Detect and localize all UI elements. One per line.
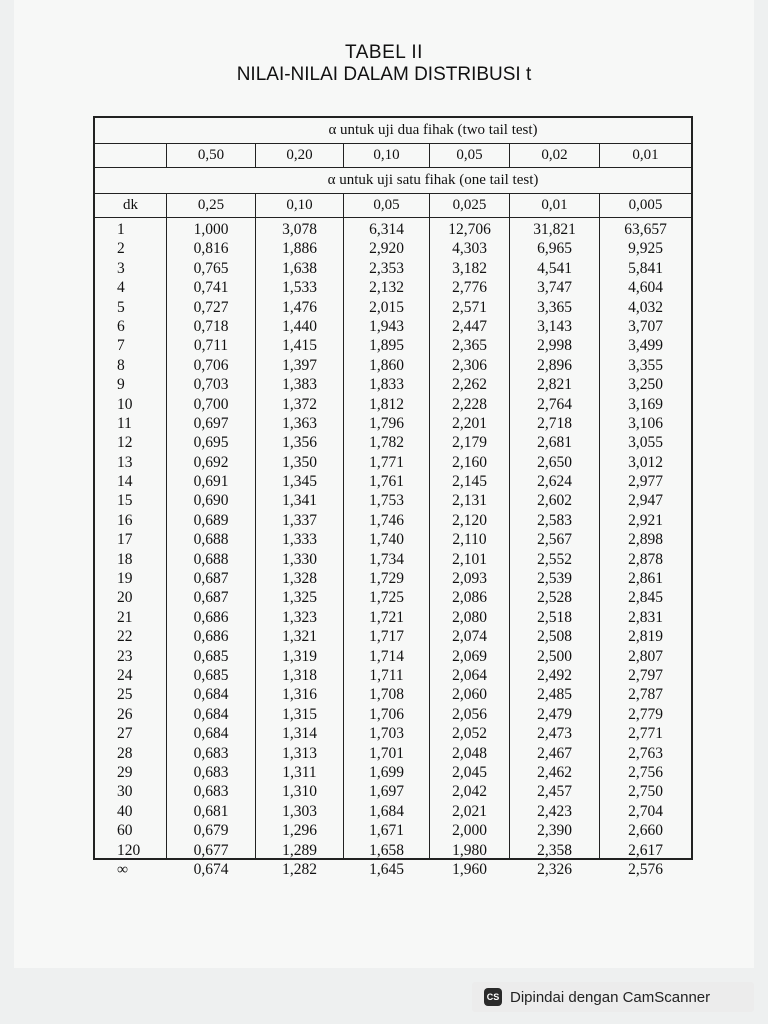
t-value-cell: 2,093 <box>452 570 487 588</box>
t-value-cell: 1,703 <box>369 725 404 743</box>
t-value-cell: 1,729 <box>369 570 404 588</box>
t-value-cell: 2,771 <box>628 725 663 743</box>
t-value-cell: 2,787 <box>628 686 663 704</box>
t-value-cell: 3,707 <box>628 317 663 335</box>
t-value-cell: 2,776 <box>452 279 487 297</box>
dk-cell: 4 <box>117 279 125 297</box>
t-value-cell: 2,650 <box>537 453 572 471</box>
t-value-cell: 0,688 <box>193 550 229 568</box>
t-value-cell: 2,015 <box>369 298 404 316</box>
t-value-cell: 0,765 <box>193 259 229 277</box>
t-value-cell: 2,920 <box>369 240 404 258</box>
t-value-cell: 0,688 <box>193 531 229 549</box>
t-value-cell: 2,807 <box>628 647 663 665</box>
dk-cell: 5 <box>117 298 125 316</box>
two-tail-alpha-cell: 0,10 <box>344 144 430 167</box>
dk-cell: 10 <box>117 395 133 413</box>
t-value-cell: 2,819 <box>628 628 663 646</box>
t-value-cell: 1,833 <box>369 376 404 394</box>
two-tail-alpha-cell: 0,01 <box>632 147 659 163</box>
t-value-cell: 1,341 <box>282 492 317 510</box>
value-column <box>430 218 510 878</box>
t-value-cell: 2,718 <box>537 414 572 432</box>
t-value-cell: 1,980 <box>452 841 487 859</box>
t-value-cell: 2,878 <box>628 550 663 568</box>
t-value-cell: 2,086 <box>452 589 487 607</box>
t-value-cell: 2,898 <box>628 531 663 549</box>
t-value-cell: 4,604 <box>628 279 663 297</box>
t-value-cell: 1,943 <box>369 317 404 335</box>
t-value-cell: 2,145 <box>452 473 487 491</box>
t-value-cell: 2,896 <box>537 356 572 374</box>
dk-cell: 28 <box>117 744 133 762</box>
dk-cell: 9 <box>117 376 125 394</box>
t-value-cell: 1,746 <box>369 511 404 529</box>
t-value-cell: 2,000 <box>452 822 487 840</box>
t-value-cell: 1,701 <box>369 744 404 762</box>
t-value-cell: 2,500 <box>537 647 572 665</box>
dk-cell: 8 <box>117 356 125 374</box>
value-column <box>600 218 691 878</box>
dk-column <box>95 218 167 878</box>
t-value-cell: 1,315 <box>282 705 317 723</box>
t-value-cell: 0,683 <box>193 744 229 762</box>
t-value-cell: 1,895 <box>369 337 404 355</box>
t-value-cell: 2,921 <box>628 511 663 529</box>
t-value-cell: 2,764 <box>537 395 572 413</box>
t-value-cell: 0,692 <box>193 453 229 471</box>
t-value-cell: 2,262 <box>452 376 487 394</box>
one-tail-alpha-cell: 0,025 <box>430 194 510 217</box>
t-value-cell: 0,685 <box>193 647 229 665</box>
t-value-cell: 2,179 <box>452 434 487 452</box>
t-value-cell: 1,310 <box>282 783 317 801</box>
t-value-cell: 2,101 <box>452 550 487 568</box>
two-tail-blank-cell <box>95 144 167 167</box>
t-value-cell: 0,689 <box>193 511 229 529</box>
t-value-cell: 0,697 <box>193 414 229 432</box>
table-title: TABEL II <box>345 42 423 63</box>
t-value-cell: 2,048 <box>452 744 487 762</box>
t-value-cell: 1,321 <box>282 628 317 646</box>
t-value-cell: 0,703 <box>193 376 229 394</box>
t-value-cell: 3,012 <box>628 453 663 471</box>
t-value-cell: 2,120 <box>452 511 487 529</box>
two-tail-alpha-cell: 0,20 <box>256 144 344 167</box>
t-value-cell: 1,771 <box>369 453 404 471</box>
t-value-cell: 2,681 <box>537 434 572 452</box>
t-value-cell: 1,314 <box>282 725 317 743</box>
t-value-cell: 0,679 <box>193 822 229 840</box>
t-value-cell: 9,925 <box>628 240 663 258</box>
t-value-cell: 1,311 <box>282 763 317 781</box>
t-value-cell: 0,690 <box>193 492 229 510</box>
t-value-cell: 1,734 <box>369 550 404 568</box>
dk-cell: 26 <box>117 705 133 723</box>
dk-cell: 22 <box>117 628 133 646</box>
two-tail-alpha-cell: 0,02 <box>510 144 600 167</box>
t-value-cell: 2,539 <box>537 570 572 588</box>
t-value-cell: 1,638 <box>282 259 317 277</box>
t-value-cell: 1,397 <box>282 356 317 374</box>
dk-cell: 15 <box>117 492 133 510</box>
value-column <box>256 218 344 878</box>
dk-cell: 40 <box>117 802 133 820</box>
t-value-cell: 1,699 <box>369 763 404 781</box>
t-value-cell: 2,473 <box>537 725 572 743</box>
t-value-cell: 0,691 <box>193 473 229 491</box>
one-tail-header-label: α untuk uji satu fihak (one tail test) <box>327 172 539 188</box>
dk-cell: 7 <box>117 337 125 355</box>
t-value-cell: 3,182 <box>452 259 487 277</box>
t-value-cell: 3,078 <box>282 221 317 238</box>
t-value-cell: 2,660 <box>628 822 663 840</box>
t-value-cell: 2,060 <box>452 686 487 704</box>
t-value-cell: 2,080 <box>452 608 487 626</box>
t-value-cell: 1,337 <box>282 511 317 529</box>
t-value-cell: 1,319 <box>282 647 317 665</box>
t-value-cell: 2,052 <box>452 725 487 743</box>
t-value-cell: 3,055 <box>628 434 663 452</box>
t-value-cell: 5,841 <box>628 259 663 277</box>
t-value-cell: 2,021 <box>452 802 487 820</box>
t-value-cell: 0,685 <box>193 666 229 684</box>
t-value-cell: 1,289 <box>282 841 317 859</box>
t-value-cell: 0,674 <box>193 860 229 878</box>
t-value-cell: 1,717 <box>369 628 404 646</box>
t-value-cell: 1,645 <box>369 860 404 878</box>
t-value-cell: 1,753 <box>369 492 404 510</box>
t-value-cell: 0,684 <box>193 725 229 743</box>
value-column <box>344 218 430 878</box>
t-value-cell: 2,160 <box>452 453 487 471</box>
t-value-cell: 2,779 <box>628 705 663 723</box>
t-value-cell: 0,681 <box>193 802 229 820</box>
dk-cell: 18 <box>117 550 133 568</box>
dk-cell: 3 <box>117 259 125 277</box>
camscanner-badge <box>472 982 754 1012</box>
t-value-cell: 0,677 <box>193 841 229 859</box>
t-value-cell: 2,977 <box>628 473 663 491</box>
t-value-cell: 1,812 <box>369 395 404 413</box>
t-value-cell: 0,816 <box>193 240 229 258</box>
t-value-cell: 0,718 <box>193 317 229 335</box>
t-value-cell: 1,318 <box>282 666 317 684</box>
two-tail-header <box>95 118 691 144</box>
t-value-cell: 0,700 <box>193 395 229 413</box>
dk-header-cell: dk <box>95 194 167 217</box>
dk-cell: 27 <box>117 725 133 743</box>
t-value-cell: 1,415 <box>282 337 317 355</box>
t-value-cell: 2,704 <box>628 802 663 820</box>
t-value-cell: 1,383 <box>282 376 317 394</box>
t-value-cell: 2,797 <box>628 666 663 684</box>
dk-cell: 17 <box>117 531 133 549</box>
t-value-cell: 4,032 <box>628 298 663 316</box>
one-tail-alpha-cell: 0,10 <box>256 194 344 217</box>
t-value-cell: 1,303 <box>282 802 317 820</box>
t-value-cell: 2,467 <box>537 744 572 762</box>
t-value-cell: 2,358 <box>537 841 572 859</box>
t-value-cell: 2,492 <box>537 666 572 684</box>
camscanner-logo-icon: CS <box>484 988 502 1006</box>
table-subtitle: NILAI-NILAI DALAM DISTRIBUSI t <box>236 64 532 85</box>
t-value-cell: 2,821 <box>537 376 572 394</box>
t-value-cell: 1,296 <box>282 822 317 840</box>
t-value-cell: 2,056 <box>452 705 487 723</box>
t-value-cell: 1,333 <box>282 531 317 549</box>
t-value-cell: 1,316 <box>282 686 317 704</box>
dk-cell: 29 <box>117 763 133 781</box>
t-value-cell: 0,711 <box>193 337 229 355</box>
t-value-cell: 1,440 <box>282 317 317 335</box>
t-value-cell: 2,353 <box>369 259 404 277</box>
t-value-cell: 3,355 <box>628 356 663 374</box>
t-value-cell: 2,326 <box>537 860 572 878</box>
t-value-cell: 0,686 <box>193 608 229 626</box>
t-value-cell: 2,042 <box>452 783 487 801</box>
t-value-cell: 0,727 <box>193 298 229 316</box>
two-tail-alpha-cell: 0,50 <box>167 144 256 167</box>
t-value-cell: 2,064 <box>452 666 487 684</box>
t-value-cell: 1,960 <box>452 860 487 878</box>
t-value-cell: 0,695 <box>193 434 229 452</box>
t-value-cell: 3,365 <box>537 298 572 316</box>
t-value-cell: 2,583 <box>537 511 572 529</box>
t-value-cell: 31,821 <box>533 221 576 238</box>
t-value-cell: 1,330 <box>282 550 317 568</box>
dk-cell: 2 <box>117 240 125 258</box>
t-value-cell: 2,756 <box>628 763 663 781</box>
one-tail-alpha-cell: 0,25 <box>167 194 256 217</box>
t-value-cell: 0,683 <box>193 783 229 801</box>
t-value-cell: 1,671 <box>369 822 404 840</box>
t-value-cell: 2,552 <box>537 550 572 568</box>
t-value-cell: 2,571 <box>452 298 487 316</box>
t-value-cell: 2,447 <box>452 317 487 335</box>
t-value-cell: 3,143 <box>537 317 572 335</box>
t-value-cell: 3,499 <box>628 337 663 355</box>
t-value-cell: 2,998 <box>537 337 572 355</box>
t-value-cell: 1,323 <box>282 608 317 626</box>
dk-cell: 6 <box>117 317 125 335</box>
t-value-cell: 1,782 <box>369 434 404 452</box>
t-value-cell: 1,697 <box>369 783 404 801</box>
two-tail-alpha-row <box>95 144 691 168</box>
t-value-cell: 1,740 <box>369 531 404 549</box>
t-value-cell: 0,687 <box>193 570 229 588</box>
t-value-cell: 1,476 <box>282 298 317 316</box>
t-value-cell: 0,706 <box>193 356 229 374</box>
t-value-cell: 1,356 <box>282 434 317 452</box>
one-tail-alpha-cell: 0,05 <box>344 194 430 217</box>
t-value-cell: 2,228 <box>452 395 487 413</box>
t-value-cell: 2,457 <box>537 783 572 801</box>
t-value-cell: 1,684 <box>369 802 404 820</box>
t-value-cell: 1,714 <box>369 647 404 665</box>
t-value-cell: 2,479 <box>537 705 572 723</box>
t-value-cell: 1,325 <box>282 589 317 607</box>
t-value-cell: 0,687 <box>193 589 229 607</box>
t-value-cell: 4,303 <box>452 240 487 258</box>
dk-cell: 24 <box>117 666 133 684</box>
t-value-cell: 2,602 <box>537 492 572 510</box>
t-value-cell: 0,683 <box>193 763 229 781</box>
t-value-cell: 2,423 <box>537 802 572 820</box>
t-value-cell: 2,861 <box>628 570 663 588</box>
t-value-cell: 12,706 <box>448 221 491 238</box>
t-value-cell: 1,706 <box>369 705 404 723</box>
t-value-cell: 1,761 <box>369 473 404 491</box>
t-value-cell: 2,132 <box>369 279 404 297</box>
t-value-cell: 63,657 <box>624 221 667 238</box>
one-tail-alpha-row <box>95 194 691 218</box>
t-value-cell: 2,462 <box>537 763 572 781</box>
t-value-cell: 1,363 <box>282 414 317 432</box>
t-value-cell: 2,617 <box>628 841 663 859</box>
t-value-cell: 2,365 <box>452 337 487 355</box>
dk-cell: 14 <box>117 473 133 491</box>
t-value-cell: 2,110 <box>452 531 487 549</box>
t-value-cell: 1,328 <box>282 570 317 588</box>
dk-cell: 1 <box>117 221 125 238</box>
t-value-cell: 0,684 <box>193 686 229 704</box>
dk-cell: 21 <box>117 608 133 626</box>
t-value-cell: 2,069 <box>452 647 487 665</box>
t-value-cell: 1,372 <box>282 395 317 413</box>
two-tail-alpha-cell: 0,05 <box>430 144 510 167</box>
t-value-cell: 1,796 <box>369 414 404 432</box>
value-column <box>510 218 600 878</box>
dk-cell: 19 <box>117 570 133 588</box>
one-tail-alpha-cell: 0,01 <box>510 194 600 217</box>
dk-cell: 30 <box>117 783 133 801</box>
t-value-cell: 0,741 <box>193 279 229 297</box>
t-value-cell: 2,074 <box>452 628 487 646</box>
t-value-cell: 3,250 <box>628 376 663 394</box>
t-value-cell: 1,725 <box>369 589 404 607</box>
t-value-cell: 2,763 <box>628 744 663 762</box>
dk-cell: 11 <box>117 414 132 432</box>
one-tail-alpha-cell: 0,005 <box>628 197 663 213</box>
t-value-cell: 2,845 <box>628 589 663 607</box>
t-value-cell: 0,686 <box>193 628 229 646</box>
camscanner-label: Dipindai dengan CamScanner <box>510 988 711 1006</box>
t-value-cell: 2,528 <box>537 589 572 607</box>
t-value-cell: 3,747 <box>537 279 572 297</box>
t-value-cell: 1,000 <box>193 221 229 238</box>
t-value-cell: 3,106 <box>628 414 663 432</box>
t-value-cell: 1,345 <box>282 473 317 491</box>
t-value-cell: 2,576 <box>628 860 663 878</box>
t-value-cell: 0,684 <box>193 705 229 723</box>
value-column <box>167 218 256 878</box>
t-distribution-table <box>93 116 693 878</box>
one-tail-header <box>95 168 691 194</box>
t-value-cell: 2,831 <box>628 608 663 626</box>
t-value-cell: 6,965 <box>537 240 572 258</box>
t-value-cell: 2,045 <box>452 763 487 781</box>
t-value-cell: 2,306 <box>452 356 487 374</box>
t-value-cell: 1,350 <box>282 453 317 471</box>
dk-cell: 12 <box>117 434 133 452</box>
dk-cell: 120 <box>117 841 141 859</box>
t-value-cell: 1,313 <box>282 744 317 762</box>
table-body <box>95 218 691 878</box>
t-value-cell: 2,390 <box>537 822 572 840</box>
t-value-cell: 1,533 <box>282 279 317 297</box>
t-value-cell: 2,624 <box>537 473 572 491</box>
t-value-cell: 1,860 <box>369 356 404 374</box>
dk-cell: 13 <box>117 453 133 471</box>
t-value-cell: 2,518 <box>537 608 572 626</box>
t-value-cell: 1,711 <box>369 666 404 684</box>
dk-cell: ∞ <box>117 860 129 878</box>
t-value-cell: 1,721 <box>369 608 404 626</box>
dk-cell: 25 <box>117 686 133 704</box>
t-value-cell: 3,169 <box>628 395 663 413</box>
t-value-cell: 2,131 <box>452 492 487 510</box>
t-value-cell: 1,658 <box>369 841 404 859</box>
t-value-cell: 4,541 <box>537 259 572 277</box>
t-value-cell: 1,708 <box>369 686 404 704</box>
dk-cell: 20 <box>117 589 133 607</box>
t-value-cell: 2,750 <box>628 783 663 801</box>
dk-cell: 23 <box>117 647 133 665</box>
t-value-cell: 2,567 <box>537 531 572 549</box>
t-value-cell: 2,485 <box>537 686 572 704</box>
dk-cell: 16 <box>117 511 133 529</box>
t-value-cell: 2,201 <box>452 414 487 432</box>
t-value-cell: 6,314 <box>369 221 404 238</box>
t-value-cell: 2,508 <box>537 628 572 646</box>
two-tail-header-label: α untuk uji dua fihak (two tail test) <box>328 122 538 138</box>
t-value-cell: 1,886 <box>282 240 317 258</box>
t-value-cell: 2,947 <box>628 492 663 510</box>
dk-cell: 60 <box>117 822 133 840</box>
t-value-cell: 1,282 <box>282 860 317 878</box>
